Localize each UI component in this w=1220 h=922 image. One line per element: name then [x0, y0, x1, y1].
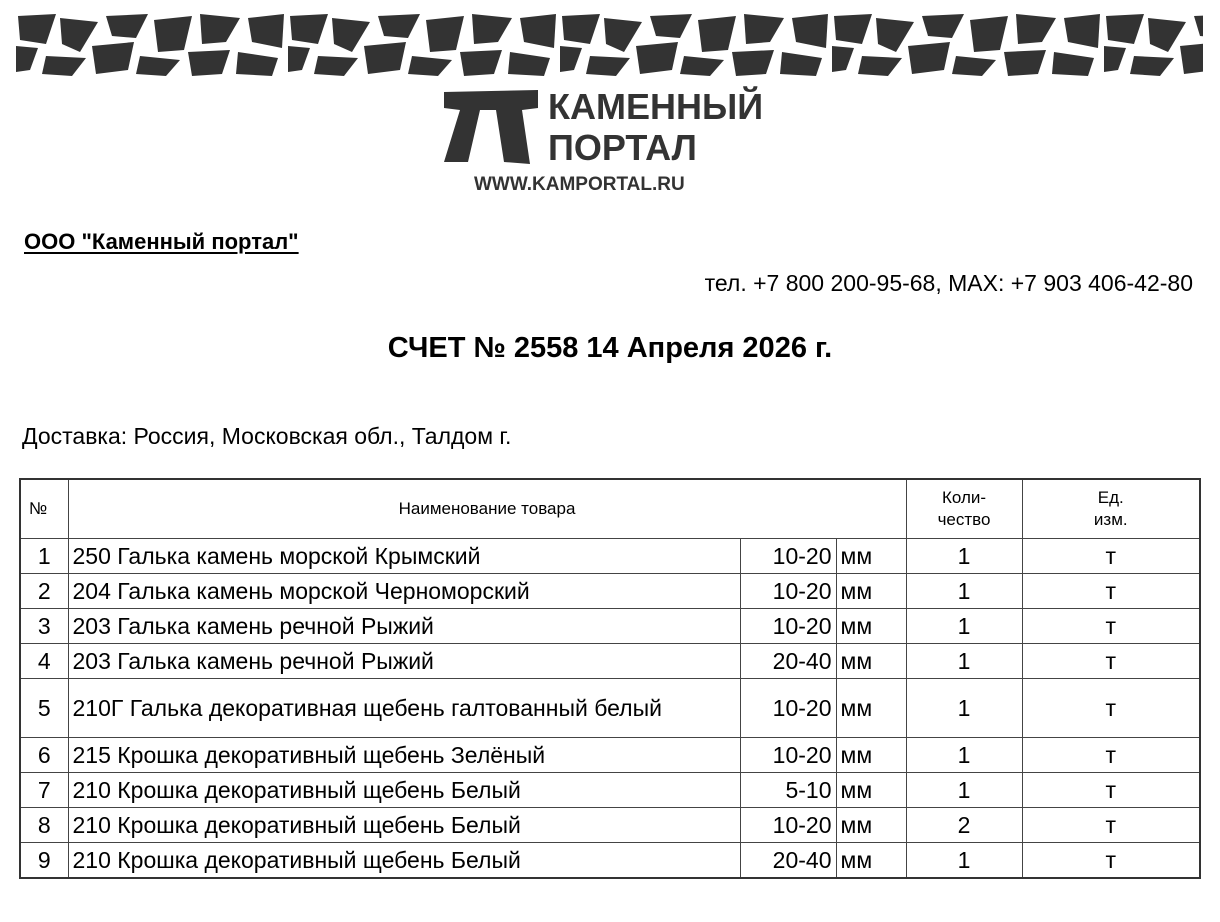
row-unit: т: [1022, 574, 1200, 609]
row-size: 20-40: [740, 644, 836, 679]
row-name: 203 Галька камень речной Рыжий: [68, 644, 740, 679]
logo-text-line2: ПОРТАЛ: [548, 127, 697, 168]
table-row: [20, 539, 1200, 574]
logo-website: WWW.KAMPORTAL.RU: [474, 174, 685, 195]
row-name: 250 Галька камень морской Крымский: [68, 539, 740, 574]
company-name: ООО "Каменный портал": [24, 229, 299, 254]
table-row: [20, 808, 1200, 843]
row-unit: т: [1022, 539, 1200, 574]
row-qty: 1: [906, 843, 1022, 879]
row-num: 9: [20, 843, 68, 879]
row-size: 10-20: [740, 574, 836, 609]
stone-mosaic-banner: [16, 12, 1203, 78]
table-row: [20, 644, 1200, 679]
row-name: 210 Крошка декоративный щебень Белый: [68, 843, 740, 879]
row-size: 10-20: [740, 738, 836, 773]
row-unit: т: [1022, 808, 1200, 843]
row-size-unit: мм: [836, 609, 906, 644]
row-qty: 1: [906, 679, 1022, 738]
row-qty: 1: [906, 773, 1022, 808]
row-qty: 2: [906, 808, 1022, 843]
header-qty-line1: Коли-: [941, 488, 987, 507]
logo-text-line1: КАМЕННЫЙ: [548, 86, 764, 127]
table-row: [20, 843, 1200, 879]
row-size: 10-20: [740, 539, 836, 574]
header-qty: [906, 479, 1022, 539]
row-num: 8: [20, 808, 68, 843]
header-qty-line2: чество: [937, 510, 991, 529]
row-unit: т: [1022, 679, 1200, 738]
row-name: 204 Галька камень морской Черноморский: [68, 574, 740, 609]
row-num: 3: [20, 609, 68, 644]
header-unit-line2: изм.: [1093, 510, 1128, 529]
row-size-unit: мм: [836, 738, 906, 773]
invoice-title: СЧЕТ № 2558 14 Апреля 2026 г.: [387, 332, 833, 364]
row-name: 210 Крошка декоративный щебень Белый: [68, 773, 740, 808]
company-logo: [438, 86, 783, 196]
row-qty: 1: [906, 539, 1022, 574]
table-row: [20, 679, 1200, 738]
row-size-unit: мм: [836, 539, 906, 574]
row-num: 1: [20, 539, 68, 574]
row-unit: т: [1022, 609, 1200, 644]
row-num: 6: [20, 738, 68, 773]
row-size-unit: мм: [836, 843, 906, 879]
row-num: 7: [20, 773, 68, 808]
row-size-unit: мм: [836, 644, 906, 679]
row-name: 215 Крошка декоративный щебень Зелёный: [68, 738, 740, 773]
row-size: 5-10: [740, 773, 836, 808]
row-name: 210 Крошка декоративный щебень Белый: [68, 808, 740, 843]
table-row: [20, 609, 1200, 644]
header-unit: [1022, 479, 1200, 539]
row-size: 10-20: [740, 609, 836, 644]
row-unit: т: [1022, 738, 1200, 773]
items-table: [19, 478, 1201, 879]
row-num: 5: [20, 679, 68, 738]
table-row: [20, 738, 1200, 773]
row-qty: 1: [906, 738, 1022, 773]
table-header-row: [20, 479, 1200, 539]
row-num: 2: [20, 574, 68, 609]
table-row: [20, 773, 1200, 808]
row-qty: 1: [906, 609, 1022, 644]
row-num: 4: [20, 644, 68, 679]
logo-portal-mark: [444, 90, 538, 164]
header-unit-line1: Ед.: [1097, 488, 1124, 507]
row-unit: т: [1022, 843, 1200, 879]
row-qty: 1: [906, 574, 1022, 609]
row-size-unit: мм: [836, 574, 906, 609]
row-qty: 1: [906, 644, 1022, 679]
row-name: 210Г Галька декоративная щебень галтованный белый: [68, 679, 740, 738]
row-size: 20-40: [740, 843, 836, 879]
row-unit: т: [1022, 644, 1200, 679]
contact-phones: тел. +7 800 200-95-68, MAX: +7 903 406-42-80: [704, 270, 1193, 296]
header-num: №: [20, 479, 68, 539]
table-row: [20, 574, 1200, 609]
row-size-unit: мм: [836, 679, 906, 738]
header-name: Наименование товара: [68, 479, 906, 539]
row-size: 10-20: [740, 679, 836, 738]
delivery-address: Доставка: Россия, Московская обл., Талдом г.: [22, 423, 512, 449]
row-size-unit: мм: [836, 808, 906, 843]
row-size: 10-20: [740, 808, 836, 843]
row-size-unit: мм: [836, 773, 906, 808]
row-name: 203 Галька камень речной Рыжий: [68, 609, 740, 644]
row-unit: т: [1022, 773, 1200, 808]
